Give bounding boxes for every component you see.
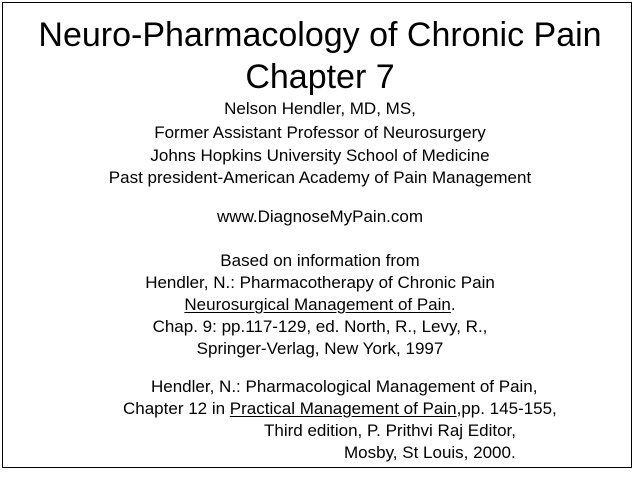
reference-2-line-1: Hendler, N.: Pharmacological Management of Pain,	[151, 377, 538, 396]
reference-1-line-2	[0, 296, 640, 313]
reference-2-book-title: Practical Management of Pain	[229, 399, 457, 418]
author-position: Former Assistant Professor of Neurosurgery	[154, 123, 486, 142]
author-name: Nelson Hendler, MD, MS,	[224, 99, 416, 118]
reference-2-line-3: Third edition, P. Prithvi Raj Editor,	[264, 421, 516, 440]
reference-2-line-2-pre: Chapter 12 in	[123, 399, 230, 418]
website-link[interactable]: www.DiagnoseMyPain.com	[217, 207, 423, 226]
reference-1-book-title: Neurosurgical Management of Pain	[184, 295, 451, 314]
reference-1-line-3: Chap. 9: pp.117-129, ed. North, R., Levy, R.,	[152, 317, 488, 336]
reference-1-line-4: Springer-Verlag, New York, 1997	[196, 339, 444, 358]
chapter-heading: Chapter 7	[245, 58, 395, 96]
author-past-role: Past president-American Academy of Pain Management	[108, 168, 532, 187]
reference-2-line-4: Mosby, St Louis, 2000.	[344, 443, 516, 462]
reference-2-line-2-tail: ,pp. 145-155,	[456, 399, 557, 418]
reference-1-line-2-tail: .	[450, 295, 456, 314]
reference-1-line-1: Hendler, N.: Pharmacotherapy of Chronic Pain	[145, 273, 495, 292]
slide-title: Neuro-Pharmacology of Chronic Pain	[38, 16, 602, 54]
author-institution: Johns Hopkins University School of Medicine	[150, 146, 490, 165]
based-on-text: Based on information from	[220, 251, 420, 270]
reference-2-line-2	[123, 400, 557, 417]
